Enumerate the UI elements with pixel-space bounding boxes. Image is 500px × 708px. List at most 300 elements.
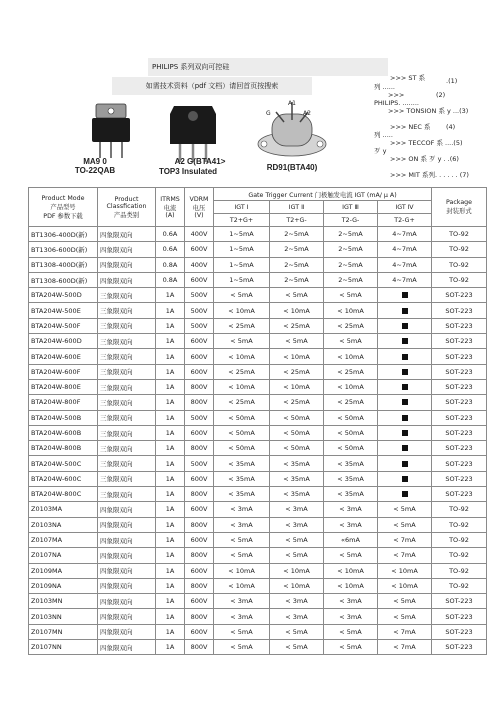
package-cell: SOT-223 (432, 395, 487, 410)
series-link-nec-cont[interactable]: 列 ..... (374, 131, 393, 139)
voltage-cell: 600V (185, 471, 214, 486)
package-cell: SOT-223 (432, 318, 487, 333)
model-cell[interactable]: BTA204W-500E (29, 303, 98, 318)
package-cell: SOT-223 (432, 288, 487, 303)
table-row (29, 471, 487, 486)
igt-q3-cell: < 5mA (324, 548, 378, 563)
filled-square-icon (402, 461, 408, 467)
classification-cell: 三象限双向 (98, 318, 156, 333)
current-cell: 0.8A (156, 272, 185, 287)
filled-square-icon (402, 491, 408, 497)
classification-cell: 四象限双向 (98, 502, 156, 517)
voltage-cell: 500V (185, 288, 214, 303)
voltage-cell: 800V (185, 548, 214, 563)
header-igt-q2: IGT Ⅱ (270, 201, 324, 214)
igt-q4-cell (378, 334, 432, 349)
series-link-philips[interactable]: >>> (388, 91, 405, 99)
page-ref: (2) (436, 91, 446, 99)
igt-q4-cell (378, 441, 432, 456)
igt-q2-cell: < 5mA (270, 334, 324, 349)
voltage-cell: 600V (185, 563, 214, 578)
model-cell[interactable]: Z0109MA (29, 563, 98, 578)
package-cell: SOT-223 (432, 379, 487, 394)
current-cell: 0.6A (156, 227, 185, 242)
filled-square-icon (402, 384, 408, 390)
classification-cell: 四象限双向 (98, 242, 156, 257)
table-row (29, 502, 487, 517)
current-cell: 1A (156, 594, 185, 609)
igt-q4-cell (378, 288, 432, 303)
table-row (29, 318, 487, 333)
igt-q2-cell: < 35mA (270, 456, 324, 471)
igt-q2-cell: 2~5mA (270, 257, 324, 272)
classification-cell: 三象限双向 (98, 395, 156, 410)
igt-q2-cell: < 50mA (270, 441, 324, 456)
igt-q4-cell: < 7mA (378, 548, 432, 563)
igt-q3-cell: < 5mA (324, 624, 378, 639)
series-link-st[interactable]: >>> ST 系 (390, 74, 426, 82)
igt-q2-cell: < 3mA (270, 502, 324, 517)
classification-cell: 四象限双向 (98, 563, 156, 578)
table-row (29, 578, 487, 593)
table-row (29, 364, 487, 379)
table-row (29, 272, 487, 287)
filled-square-icon (402, 445, 408, 451)
voltage-cell: 800V (185, 640, 214, 655)
table-row (29, 379, 487, 394)
current-cell: 1A (156, 532, 185, 547)
table-row (29, 594, 487, 609)
package-label: TO-22QAB (74, 166, 116, 175)
igt-q4-cell (378, 456, 432, 471)
filled-square-icon (402, 292, 408, 298)
igt-q1-cell: < 25mA (214, 318, 270, 333)
current-cell: 1A (156, 502, 185, 517)
igt-q4-cell (378, 410, 432, 425)
package-cell: SOT-223 (432, 471, 487, 486)
package-cell: TO-92 (432, 502, 487, 517)
voltage-cell: 500V (185, 303, 214, 318)
series-link-teccof[interactable]: >>> TECCOF 系 ....(5) (390, 139, 463, 147)
current-cell: 1A (156, 288, 185, 303)
igt-q1-cell: < 3mA (214, 517, 270, 532)
igt-q1-cell: < 25mA (214, 395, 270, 410)
series-link-nec[interactable]: >>> NEC 系 (390, 123, 431, 131)
voltage-cell: 600V (185, 364, 214, 379)
table-row (29, 395, 487, 410)
igt-q1-cell: < 50mA (214, 410, 270, 425)
igt-q3-cell: < 5mA (324, 334, 378, 349)
current-cell: 1A (156, 487, 185, 502)
search-hint-link[interactable]: 如需技术资料（pdf 文档）请回首页按搜索 (112, 77, 312, 95)
model-cell[interactable]: BT1308-400D(新) (29, 257, 98, 272)
package-cell: SOT-223 (432, 487, 487, 502)
igt-q1-cell: < 5mA (214, 548, 270, 563)
igt-q1-cell: < 10mA (214, 578, 270, 593)
igt-q3-cell: < 3mA (324, 517, 378, 532)
igt-q3-cell: < 10mA (324, 379, 378, 394)
igt-q3-cell: < 25mA (324, 395, 378, 410)
igt-q1-cell: < 10mA (214, 303, 270, 318)
model-cell[interactable]: BTA204W-800C (29, 487, 98, 502)
igt-q3-cell: < 5mA (324, 288, 378, 303)
igt-q2-cell: < 35mA (270, 471, 324, 486)
classification-cell: 四象限双向 (98, 640, 156, 655)
package-cell: SOT-223 (432, 349, 487, 364)
current-cell: 1A (156, 441, 185, 456)
header-quadrant-3: T2-G- (324, 214, 378, 227)
pin-label: A1 (288, 100, 296, 107)
igt-q3-cell: < 10mA (324, 563, 378, 578)
classification-cell: 四象限双向 (98, 517, 156, 532)
series-link-philips-cont[interactable]: PHILIPS. ........ (374, 99, 419, 107)
voltage-cell: 800V (185, 395, 214, 410)
igt-q4-cell: < 7mA (378, 640, 432, 655)
current-cell: 1A (156, 349, 185, 364)
voltage-cell: 400V (185, 257, 214, 272)
table-row (29, 487, 487, 502)
model-cell[interactable]: Z0107NN (29, 640, 98, 655)
header-package: Package 封装形式 (432, 188, 487, 227)
classification-cell: 三象限双向 (98, 303, 156, 318)
classification-cell: 三象限双向 (98, 379, 156, 394)
igt-q1-cell: < 35mA (214, 456, 270, 471)
current-cell: 1A (156, 517, 185, 532)
igt-q4-cell: < 7mA (378, 532, 432, 547)
classification-cell: 三象限双向 (98, 334, 156, 349)
table-row (29, 334, 487, 349)
model-cell[interactable]: Z0107NA (29, 548, 98, 563)
igt-q3-cell: < 10mA (324, 303, 378, 318)
table-row (29, 227, 487, 242)
model-cell[interactable]: BTA204W-600F (29, 364, 98, 379)
igt-q1-cell: < 35mA (214, 487, 270, 502)
igt-q4-cell: < 10mA (378, 563, 432, 578)
igt-q4-cell: < 10mA (378, 578, 432, 593)
igt-q1-cell: < 5mA (214, 288, 270, 303)
model-cell[interactable]: BTA204W-800F (29, 395, 98, 410)
package-cell: TO-92 (432, 517, 487, 532)
voltage-cell: 800V (185, 487, 214, 502)
package-label: MA9 0 (83, 157, 107, 166)
package-cell: SOT-223 (432, 609, 487, 624)
igt-q4-cell (378, 364, 432, 379)
voltage-cell: 600V (185, 425, 214, 440)
page-title: PHILIPS 系列双向可控硅 (148, 58, 388, 76)
igt-q3-cell: < 35mA (324, 487, 378, 502)
model-cell[interactable]: BT1306-400D(新) (29, 227, 98, 242)
package-cell: SOT-223 (432, 640, 487, 655)
page-ref: (4) (446, 123, 456, 131)
igt-q2-cell: < 5mA (270, 548, 324, 563)
voltage-cell: 600V (185, 532, 214, 547)
classification-cell: 四象限双向 (98, 532, 156, 547)
voltage-cell: 500V (185, 410, 214, 425)
classification-cell: 三象限双向 (98, 425, 156, 440)
igt-q1-cell: < 50mA (214, 441, 270, 456)
voltage-cell: 800V (185, 441, 214, 456)
package-cell: SOT-223 (432, 441, 487, 456)
current-cell: 1A (156, 379, 185, 394)
igt-q1-cell: < 50mA (214, 425, 270, 440)
pin-label: A2 (303, 110, 311, 117)
classification-cell: 四象限双向 (98, 609, 156, 624)
table-row (29, 242, 487, 257)
current-cell: 1A (156, 395, 185, 410)
igt-q2-cell: 2~5mA (270, 272, 324, 287)
current-cell: 1A (156, 640, 185, 655)
igt-q1-cell: < 5mA (214, 624, 270, 639)
classification-cell: 四象限双向 (98, 548, 156, 563)
igt-q4-cell: < 5mA (378, 502, 432, 517)
package-cell: TO-92 (432, 578, 487, 593)
package-label: RD91(BTA40) (266, 163, 318, 172)
igt-q4-cell (378, 471, 432, 486)
igt-q3-cell: 2~5mA (324, 227, 378, 242)
model-cell[interactable]: Z0103MA (29, 502, 98, 517)
igt-q1-cell: 1~5mA (214, 242, 270, 257)
package-cell: SOT-223 (432, 334, 487, 349)
package-label: A2 G(BTA41> (174, 157, 226, 166)
table-row (29, 624, 487, 639)
classification-cell: 三象限双向 (98, 410, 156, 425)
table-row (29, 425, 487, 440)
igt-q3-cell: < 10mA (324, 349, 378, 364)
igt-q3-cell: < 3mA (324, 609, 378, 624)
igt-q3-cell: 2~5mA (324, 257, 378, 272)
series-link-tonsion[interactable]: >>> TONSION 系 y ...(3) (388, 107, 469, 115)
igt-q1-cell: < 3mA (214, 594, 270, 609)
package-cell: TO-92 (432, 563, 487, 578)
model-cell[interactable]: BTA204W-600E (29, 349, 98, 364)
filled-square-icon (402, 323, 408, 329)
igt-q4-cell (378, 318, 432, 333)
igt-q4-cell (378, 303, 432, 318)
current-cell: 1A (156, 624, 185, 639)
igt-q2-cell: < 3mA (270, 517, 324, 532)
igt-q2-cell: < 10mA (270, 379, 324, 394)
igt-q4-cell: 4~7mA (378, 227, 432, 242)
package-cell: SOT-223 (432, 410, 487, 425)
igt-q2-cell: < 25mA (270, 318, 324, 333)
header-igt-q1: IGT Ⅰ (214, 201, 270, 214)
igt-q4-cell (378, 425, 432, 440)
igt-q1-cell: < 5mA (214, 532, 270, 547)
classification-cell: 三象限双向 (98, 456, 156, 471)
current-cell: 1A (156, 334, 185, 349)
igt-q2-cell: < 10mA (270, 578, 324, 593)
voltage-cell: 800V (185, 578, 214, 593)
table-row (29, 349, 487, 364)
igt-q2-cell: < 35mA (270, 487, 324, 502)
igt-q4-cell: < 5mA (378, 609, 432, 624)
classification-cell: 三象限双向 (98, 288, 156, 303)
header-itrms: ITRMS 电流 (A) (156, 188, 185, 227)
model-cell[interactable]: Z0103MN (29, 594, 98, 609)
igt-q4-cell (378, 487, 432, 502)
package-cell: TO-92 (432, 227, 487, 242)
model-cell[interactable]: BTA204W-500F (29, 318, 98, 333)
header-quadrant-2: T2+G- (270, 214, 324, 227)
current-cell: 1A (156, 548, 185, 563)
igt-q3-cell: < 35mA (324, 456, 378, 471)
model-cell[interactable]: Z0107MN (29, 624, 98, 639)
igt-q4-cell (378, 379, 432, 394)
current-cell: 1A (156, 318, 185, 333)
classification-cell: 三象限双向 (98, 471, 156, 486)
igt-q3-cell: < 3mA (324, 594, 378, 609)
table-row (29, 563, 487, 578)
igt-q1-cell: < 35mA (214, 471, 270, 486)
table-row (29, 548, 487, 563)
igt-q4-cell: < 5mA (378, 594, 432, 609)
header-quadrant-1: T2+G+ (214, 214, 270, 227)
series-link-st-cont[interactable]: 列 ...... (374, 83, 395, 91)
top3-package-image (158, 100, 228, 164)
header-classification: Product Classfication 产品类别 (98, 188, 156, 227)
package-cell: SOT-223 (432, 303, 487, 318)
filled-square-icon (402, 399, 408, 405)
igt-q2-cell: 2~5mA (270, 242, 324, 257)
package-cell: SOT-223 (432, 456, 487, 471)
igt-q2-cell: < 5mA (270, 532, 324, 547)
classification-cell: 三象限双向 (98, 364, 156, 379)
igt-q4-cell: 4~7mA (378, 257, 432, 272)
model-cell[interactable]: BT1306-600D(新) (29, 242, 98, 257)
current-cell: 0.8A (156, 257, 185, 272)
to220-package-image (78, 100, 148, 160)
filled-square-icon (402, 476, 408, 482)
model-cell[interactable]: Z0103NN (29, 609, 98, 624)
igt-q3-cell: < 50mA (324, 441, 378, 456)
package-cell: TO-92 (432, 548, 487, 563)
classification-cell: 四象限双向 (98, 227, 156, 242)
voltage-cell: 600V (185, 334, 214, 349)
igt-q2-cell: < 3mA (270, 594, 324, 609)
igt-q3-cell: < 35mA (324, 471, 378, 486)
model-cell[interactable]: BTA204W-600C (29, 471, 98, 486)
voltage-cell: 500V (185, 318, 214, 333)
package-label: TOP3 Insulated (158, 167, 218, 176)
model-cell[interactable]: Z0107MA (29, 532, 98, 547)
igt-q3-cell: < 3mA (324, 502, 378, 517)
filled-square-icon (402, 430, 408, 436)
filled-square-icon (402, 338, 408, 344)
igt-q2-cell: < 50mA (270, 410, 324, 425)
header-igt: Gate Trigger Current 门极触发电流 IGT (mA/ μ A) (214, 188, 432, 201)
model-cell[interactable]: Z0109NA (29, 578, 98, 593)
current-cell: 1A (156, 364, 185, 379)
series-link-mit[interactable]: >>> MIT 系列. . . . . . (7) (390, 171, 469, 179)
voltage-cell: 600V (185, 349, 214, 364)
model-cell[interactable]: Z0103NA (29, 517, 98, 532)
model-cell[interactable]: BTA204W-500D (29, 288, 98, 303)
filled-square-icon (402, 369, 408, 375)
igt-q1-cell: 1~5mA (214, 257, 270, 272)
model-cell[interactable]: BTA204W-500C (29, 456, 98, 471)
header-igt-q4: IGT Ⅳ (378, 201, 432, 214)
igt-q4-cell (378, 395, 432, 410)
filled-square-icon (402, 308, 408, 314)
igt-q3-cell: < 50mA (324, 425, 378, 440)
classification-cell: 四象限双向 (98, 624, 156, 639)
voltage-cell: 800V (185, 517, 214, 532)
voltage-cell: 600V (185, 242, 214, 257)
model-cell[interactable]: BT1308-600D(新) (29, 272, 98, 287)
series-nav-panel (372, 72, 490, 180)
model-cell[interactable]: BTA204W-800E (29, 379, 98, 394)
igt-q1-cell: 1~5mA (214, 272, 270, 287)
table-row (29, 441, 487, 456)
table-row (29, 517, 487, 532)
voltage-cell: 800V (185, 379, 214, 394)
voltage-cell: 400V (185, 227, 214, 242)
igt-q1-cell: 1~5mA (214, 227, 270, 242)
igt-q3-cell: < 25mA (324, 364, 378, 379)
table-row (29, 609, 487, 624)
model-cell[interactable]: BTA204W-600B (29, 425, 98, 440)
package-cell: TO-92 (432, 532, 487, 547)
igt-q1-cell: < 25mA (214, 364, 270, 379)
classification-cell: 四象限双向 (98, 594, 156, 609)
filled-square-icon (402, 415, 408, 421)
table-row (29, 456, 487, 471)
header-quadrant-4: T2-G+ (378, 214, 432, 227)
classification-cell: 四象限双向 (98, 272, 156, 287)
igt-q2-cell: < 25mA (270, 395, 324, 410)
igt-q3-cell: 2~5mA (324, 272, 378, 287)
series-link-on[interactable]: >>> ON 系 歹 y . .(6) (390, 155, 459, 163)
igt-q4-cell: 4~7mA (378, 272, 432, 287)
igt-q2-cell: < 3mA (270, 609, 324, 624)
current-cell: 1A (156, 609, 185, 624)
current-cell: 1A (156, 303, 185, 318)
package-cell: SOT-223 (432, 624, 487, 639)
voltage-cell: 500V (185, 456, 214, 471)
page-ref: .(1) (446, 77, 458, 85)
header-model: Product Mode 产品型号 PDF 参数下载 (29, 188, 98, 227)
package-cell: TO-92 (432, 242, 487, 257)
igt-q2-cell: < 10mA (270, 303, 324, 318)
classification-cell: 三象限双向 (98, 487, 156, 502)
series-link-teccof-cont[interactable]: 歹 y (374, 147, 387, 155)
igt-q2-cell: < 5mA (270, 640, 324, 655)
igt-q3-cell: < 50mA (324, 410, 378, 425)
igt-q1-cell: < 5mA (214, 334, 270, 349)
igt-q3-cell: «6mA (324, 532, 378, 547)
igt-q1-cell: < 5mA (214, 640, 270, 655)
model-cell[interactable]: BTA204W-600D (29, 334, 98, 349)
model-cell[interactable]: BTA204W-500B (29, 410, 98, 425)
igt-q1-cell: < 10mA (214, 563, 270, 578)
igt-q4-cell: 4~7mA (378, 242, 432, 257)
filled-square-icon (402, 354, 408, 360)
current-cell: 1A (156, 578, 185, 593)
igt-q2-cell: 2~5mA (270, 227, 324, 242)
igt-q3-cell: < 10mA (324, 578, 378, 593)
voltage-cell: 600V (185, 272, 214, 287)
model-cell[interactable]: BTA204W-800B (29, 441, 98, 456)
voltage-cell: 600V (185, 624, 214, 639)
igt-q2-cell: < 25mA (270, 364, 324, 379)
voltage-cell: 600V (185, 502, 214, 517)
pin-label: G (266, 110, 271, 117)
header-igt-q3: IGT Ⅲ (324, 201, 378, 214)
table-row (29, 303, 487, 318)
classification-cell: 四象限双向 (98, 578, 156, 593)
current-cell: 1A (156, 456, 185, 471)
table-row (29, 288, 487, 303)
